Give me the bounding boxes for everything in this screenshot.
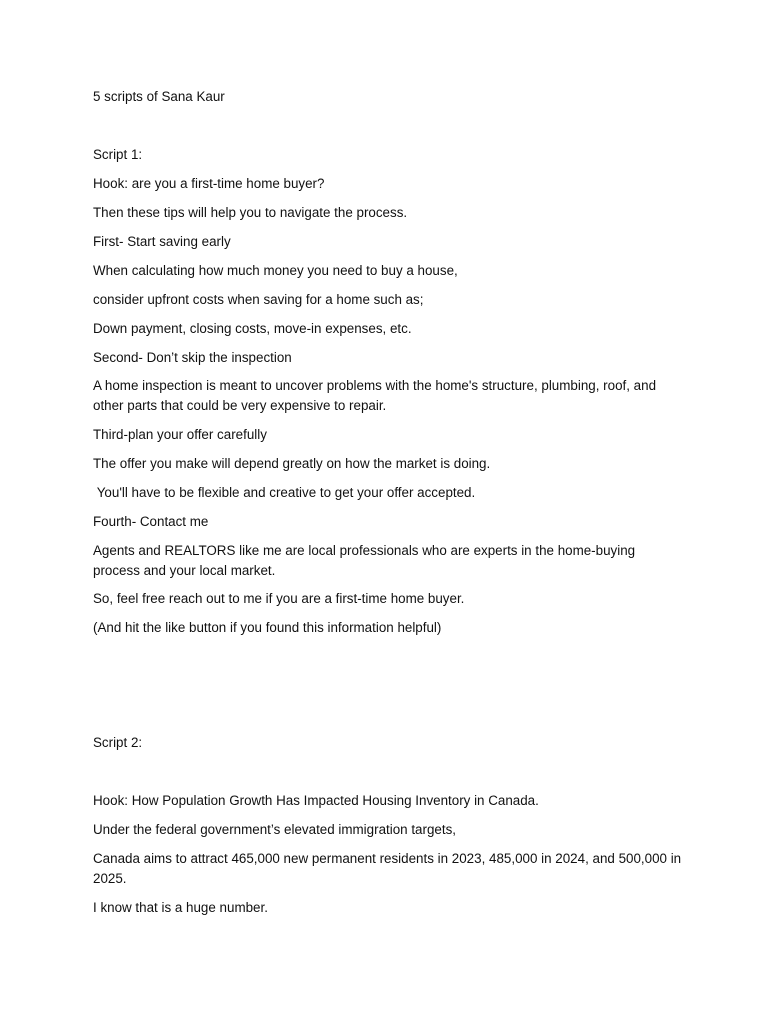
script-1-paragraph: consider upfront costs when saving for a home such as; bbox=[93, 292, 424, 307]
script-1-tip-heading: Third-plan your offer carefully bbox=[93, 427, 267, 442]
script-1-closing: (And hit the like button if you found this information helpful) bbox=[93, 620, 442, 635]
script-1-tip-heading: Second- Don’t skip the inspection bbox=[93, 350, 292, 365]
script-2-hook: Hook: How Population Growth Has Impacted Housing Inventory in Canada. bbox=[93, 793, 539, 808]
script-1-tip-heading: First- Start saving early bbox=[93, 234, 231, 249]
script-2-paragraph: I know that is a huge number. bbox=[93, 900, 268, 915]
script-2-heading: Script 2: bbox=[93, 735, 143, 750]
script-1-heading: Script 1: bbox=[93, 147, 143, 162]
script-2-paragraph: Under the federal government’s elevated immigration targets, bbox=[93, 822, 456, 837]
script-1-paragraph: So, feel free reach out to me if you are a first-time home buyer. bbox=[93, 591, 465, 606]
script-1-tip-heading: Fourth- Contact me bbox=[93, 514, 209, 529]
script-2-paragraph: Canada aims to attract 465,000 new permanent residents in 2023, 485,000 in 2024, and 500,000 in 2025. bbox=[93, 851, 685, 886]
script-1-paragraph: You'll have to be flexible and creative to get your offer accepted. bbox=[93, 485, 476, 500]
script-1-paragraph: Then these tips will help you to navigate the process. bbox=[93, 205, 408, 220]
document-title: 5 scripts of Sana Kaur bbox=[93, 89, 225, 104]
script-1-paragraph: A home inspection is meant to uncover problems with the home's structure, plumbing, roof, and other parts that could be very expensive to repair. bbox=[93, 378, 660, 413]
script-1-paragraph: Agents and REALTORS like me are local professionals who are experts in the home-buying process and your local market. bbox=[93, 543, 639, 578]
script-1-hook: Hook: are you a first-time home buyer? bbox=[93, 176, 325, 191]
script-1-paragraph: When calculating how much money you need to buy a house, bbox=[93, 263, 458, 278]
script-1-paragraph: The offer you make will depend greatly on how the market is doing. bbox=[93, 456, 491, 471]
script-1-paragraph: Down payment, closing costs, move-in expenses, etc. bbox=[93, 321, 412, 336]
